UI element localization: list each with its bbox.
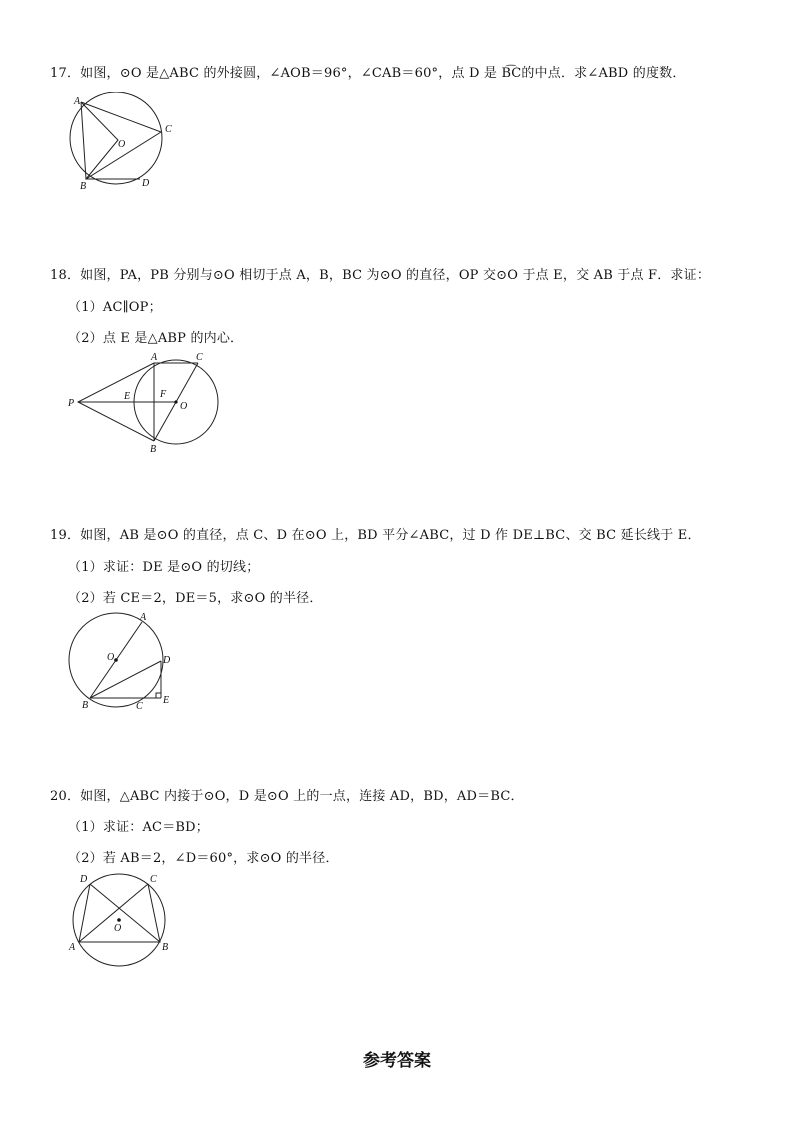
q20-label-b: B bbox=[162, 942, 169, 953]
answer-heading: 参考答案 bbox=[363, 1051, 431, 1071]
q19-label-o: O bbox=[107, 652, 115, 663]
q20-label-a: A bbox=[69, 942, 76, 953]
q17-label-b: B bbox=[80, 181, 87, 192]
q18-label-e: E bbox=[124, 391, 131, 402]
q19-text: 19．如图，AB 是⊙O 的直径，点 C、D 在⊙O 上，BD 平分∠ABC，过 D 作 DE⊥BC、交 BC 延长线于 E． bbox=[50, 528, 701, 543]
q19-label-e: E bbox=[163, 695, 170, 706]
q19-label-b: B bbox=[82, 700, 89, 711]
q20-label-d: D bbox=[80, 874, 88, 885]
q18-label-f: F bbox=[160, 389, 167, 400]
q17-label-o: O bbox=[118, 139, 126, 150]
q19-label-d: D bbox=[163, 655, 171, 666]
q20-label-c: C bbox=[150, 874, 157, 885]
q18-label-o: O bbox=[180, 401, 188, 412]
q18-center-dot bbox=[174, 400, 177, 403]
q18-part2: （2）点 E 是△ABP 的内心． bbox=[68, 331, 244, 346]
q19-center-dot bbox=[114, 658, 118, 662]
q18-label-p: P bbox=[68, 398, 75, 409]
q18-label-c: C bbox=[196, 352, 203, 363]
q20-part2: （2）若 AB＝2，∠D＝60°，求⊙O 的半径． bbox=[68, 851, 339, 866]
q20-text: 20．如图，△ABC 内接于⊙O，D 是⊙O 上的一点，连接 AD，BD，AD＝BC． bbox=[50, 789, 524, 804]
q19-part1: （1）求证：DE 是⊙O 的切线； bbox=[68, 560, 260, 575]
q20-figure bbox=[62, 870, 182, 974]
q18-label-b: B bbox=[150, 444, 157, 455]
q18-figure bbox=[62, 350, 232, 458]
q18-label-a: A bbox=[151, 352, 158, 363]
q17-label-d: D bbox=[142, 178, 150, 189]
q17-text: 17．如图，⊙O 是△ABC 的外接圆，∠AOB＝96°，∠CAB＝60°，点 D 是 B͡C的中点．求∠ABD 的度数． bbox=[50, 66, 686, 81]
q17-label-a: A bbox=[74, 96, 81, 107]
q17-label-c: C bbox=[165, 124, 172, 135]
q19-right-angle-mark bbox=[156, 693, 161, 698]
q20-label-o: O bbox=[114, 923, 122, 934]
q19-part2: （2）若 CE＝2，DE＝5，求⊙O 的半径． bbox=[68, 591, 323, 606]
q18-part1: （1）AC∥OP； bbox=[68, 300, 162, 315]
q17-figure bbox=[62, 92, 182, 192]
q19-figure bbox=[62, 612, 182, 712]
q20-part1: （1）求证：AC＝BD； bbox=[68, 820, 209, 835]
q19-label-c: C bbox=[136, 701, 143, 712]
q20-center-dot bbox=[117, 918, 121, 922]
q18-text: 18．如图，PA，PB 分别与⊙O 相切于点 A，B，BC 为⊙O 的直径，OP 交⊙O 于点 E，交 AB 于点 F．求证： bbox=[50, 268, 711, 283]
q19-label-a: A bbox=[140, 612, 147, 623]
